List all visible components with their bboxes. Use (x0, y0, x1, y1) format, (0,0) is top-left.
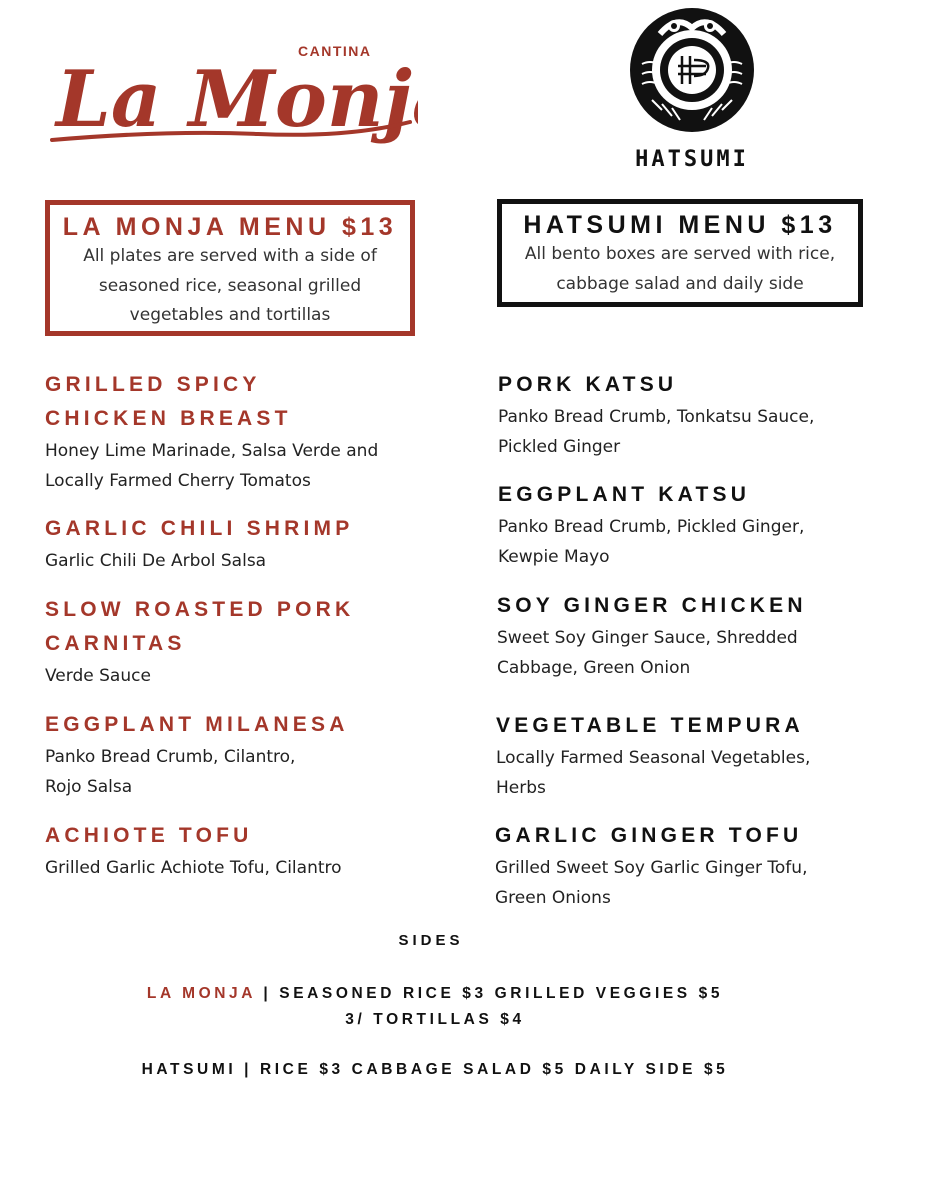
item-description: Panko Bread Crumb, Tonkatsu Sauce, Pickled Ginger (498, 407, 815, 457)
hatsumi-logo (622, 4, 762, 174)
item-description: Panko Bread Crumb, Cilantro, Rojo Salsa (45, 747, 296, 797)
item-name: PORK KATSU (498, 373, 678, 396)
item-description: Verde Sauce (45, 666, 151, 686)
menu-item (45, 593, 425, 691)
menu-item (498, 478, 868, 572)
hatsumi-menu-title: HATSUMI MENU $13 (523, 211, 837, 239)
hatsumi-menu-box (497, 199, 863, 307)
item-name: GARLIC CHILI SHRIMP (45, 517, 354, 540)
item-description: Locally Farmed Seasonal Vegetables, Herbs (496, 748, 811, 798)
item-description: Honey Lime Marinade, Salsa Verde and Locally Farmed Cherry Tomatos (45, 441, 379, 491)
sides-hatsumi: HATSUMI | RICE $3 CABBAGE SALAD $5 DAILY SIDE $5 (141, 1061, 729, 1078)
item-description: Sweet Soy Ginger Sauce, Shredded Cabbage, Green Onion (497, 628, 798, 678)
logo-script-text: La Monj (56, 54, 412, 145)
menu-item (45, 708, 425, 802)
item-name: VEGETABLE TEMPURA (496, 714, 804, 737)
sides-heading: SIDES (398, 932, 464, 949)
menu-item (498, 368, 868, 462)
sides-la-monja-line-2: 3/ TORTILLAS $4 (345, 1011, 525, 1028)
item-name: GRILLED SPICY CHICKEN BREAST (45, 373, 292, 430)
item-name: ACHIOTE TOFU (45, 824, 253, 847)
item-name: GARLIC GINGER TOFU (495, 824, 803, 847)
menu-item (45, 819, 425, 883)
sides-la-monja-line-1 (60, 981, 810, 1007)
menu-item (495, 819, 865, 913)
sides-la-monja-items: | SEASONED RICE $3 GRILLED VEGGIES $5 (255, 985, 724, 1002)
la-monja-menu-description: All plates are served with a side of seasoned rice, seasonal grilled vegetables and tortillas (83, 246, 377, 325)
la-monja-menu-title: LA MONJA MENU $13 (62, 213, 398, 241)
sides-la-monja-label: LA MONJA (146, 985, 256, 1002)
menu-item (45, 512, 425, 576)
menu-item (45, 368, 425, 496)
menu-item (496, 709, 866, 803)
item-name: EGGPLANT MILANESA (45, 713, 349, 736)
item-description: Panko Bread Crumb, Pickled Ginger, Kewpie Mayo (498, 517, 805, 567)
hatsumi-menu-description: All bento boxes are served with rice, cabbage salad and daily side (524, 244, 836, 294)
menu-item (497, 589, 867, 683)
item-name: SLOW ROASTED PORK CARNITAS (45, 598, 355, 655)
item-description: Grilled Garlic Achiote Tofu, Cilantro (45, 858, 342, 878)
logo-cantina-text: CANTINA (298, 43, 372, 59)
item-name: EGGPLANT KATSU (498, 483, 751, 506)
item-name: SOY GINGER CHICKEN (497, 594, 807, 617)
logo-hatsumi-wordmark: HATSUMI (635, 147, 749, 172)
sides-la-monja (60, 981, 810, 1033)
item-description: Grilled Sweet Soy Garlic Ginger Tofu, Green Onions (495, 858, 808, 908)
la-monja-logo (48, 18, 418, 153)
item-description: Garlic Chili De Arbol Salsa (45, 551, 267, 571)
la-monja-menu-box (45, 200, 415, 336)
